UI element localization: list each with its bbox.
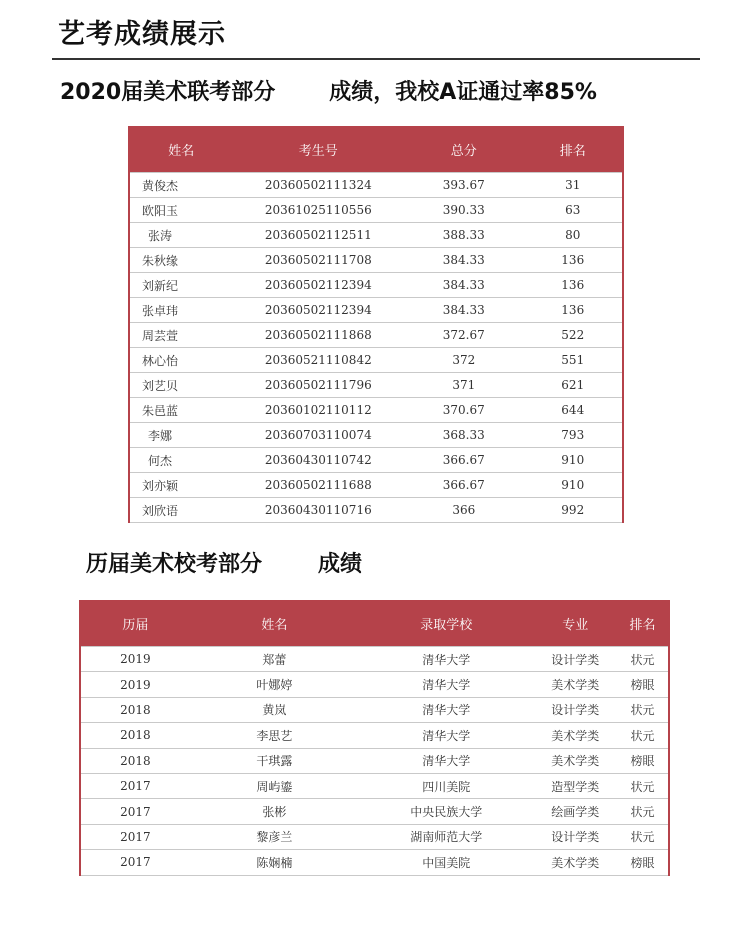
student-name: 黎彦兰 [190,824,359,849]
student-name: 周屿鎏 [190,773,359,798]
major: 设计学类 [533,647,617,672]
exam-id: 20361025110556 [233,198,405,223]
table-row [80,723,669,748]
total-score: 388.33 [404,223,523,248]
table-row [80,748,669,773]
section1-title [60,75,597,106]
admitted-school: 清华大学 [359,748,533,773]
student-name: 陈娴楠 [190,850,359,875]
section1-title-part1: 2020届美术联考部分 [60,80,276,105]
admitted-school: 清华大学 [359,723,533,748]
major: 美术学类 [533,723,617,748]
student-name: 周芸萱 [129,323,233,348]
major: 美术学类 [533,748,617,773]
student-name: 李思艺 [190,723,359,748]
student-name: 张彬 [190,799,359,824]
student-name: 李娜 [129,423,233,448]
admitted-school: 湖南师范大学 [359,824,533,849]
rank: 63 [524,198,624,223]
total-score: 384.33 [404,273,523,298]
header-school: 录取学校 [359,600,533,647]
section2-title-part2: 成绩 [318,552,363,577]
total-score: 390.33 [404,198,523,223]
exam-id: 20360703110074 [233,423,405,448]
major: 设计学类 [533,824,617,849]
student-name: 张卓玮 [129,298,233,323]
student-name: 刘新纪 [129,273,233,298]
header-name: 姓名 [129,126,233,173]
section2-title-part1: 历届美术校考部分 [86,552,263,577]
table-row [80,799,669,824]
table-row [129,248,623,273]
student-name: 黄岚 [190,697,359,722]
total-score: 372.67 [404,323,523,348]
admitted-school: 清华大学 [359,647,533,672]
total-score: 371 [404,373,523,398]
total-score: 393.67 [404,173,523,198]
year: 2017 [80,850,190,875]
table-row [80,850,669,875]
table-row [129,348,623,373]
table-header-row [80,600,669,647]
rank: 状元 [617,697,669,722]
exam-id: 20360502111688 [233,473,405,498]
header-rank: 排名 [524,126,624,173]
student-name: 刘欣语 [129,498,233,523]
rank: 992 [524,498,624,523]
year: 2018 [80,697,190,722]
total-score: 384.33 [404,298,523,323]
rank: 644 [524,398,624,423]
table-row [80,773,669,798]
year: 2017 [80,799,190,824]
major: 美术学类 [533,672,617,697]
rank: 榜眼 [617,850,669,875]
exam-id: 20360502111324 [233,173,405,198]
total-score: 370.67 [404,398,523,423]
admitted-school: 四川美院 [359,773,533,798]
rank: 31 [524,173,624,198]
header-exam-id: 考生号 [233,126,405,173]
table-row [129,323,623,348]
rank: 80 [524,223,624,248]
section1-title-part2: 成绩，我校A证通过率85% [329,80,597,105]
exam-id: 20360102110112 [233,398,405,423]
rank: 621 [524,373,624,398]
table-row [129,223,623,248]
rank: 榜眼 [617,672,669,697]
total-score: 372 [404,348,523,373]
student-name: 朱秋缘 [129,248,233,273]
rank: 793 [524,423,624,448]
table-row [80,697,669,722]
table-row [129,423,623,448]
student-name: 郑蕾 [190,647,359,672]
exam-id: 20360430110716 [233,498,405,523]
header-year: 历届 [80,600,190,647]
rank: 状元 [617,799,669,824]
table-row [129,373,623,398]
rank: 910 [524,473,624,498]
table-row [129,198,623,223]
total-score: 384.33 [404,248,523,273]
exam-id: 20360430110742 [233,448,405,473]
header-rank: 排名 [617,600,669,647]
exam-scores-table [128,126,624,523]
rank: 榜眼 [617,748,669,773]
table-header-row [129,126,623,173]
rank: 状元 [617,773,669,798]
student-name: 朱邑蓝 [129,398,233,423]
rank: 状元 [617,824,669,849]
major: 绘画学类 [533,799,617,824]
header-major: 专业 [533,600,617,647]
rank: 910 [524,448,624,473]
student-name: 张涛 [129,223,233,248]
exam-id: 20360502112394 [233,273,405,298]
table-row [129,498,623,523]
exam-id: 20360502111708 [233,248,405,273]
rank: 状元 [617,723,669,748]
rank: 状元 [617,647,669,672]
table-row [129,398,623,423]
table-row [129,173,623,198]
table-row [129,298,623,323]
year: 2018 [80,723,190,748]
section2-title [86,547,362,578]
page-title: 艺考成绩展示 [58,19,226,50]
total-score: 366 [404,498,523,523]
student-name: 干琪露 [190,748,359,773]
total-score: 366.67 [404,473,523,498]
year: 2019 [80,647,190,672]
exam-id: 20360521110842 [233,348,405,373]
year: 2017 [80,773,190,798]
table-row [80,647,669,672]
student-name: 林心怡 [129,348,233,373]
student-name: 刘艺贝 [129,373,233,398]
rank: 136 [524,298,624,323]
year: 2018 [80,748,190,773]
student-name: 何杰 [129,448,233,473]
major: 美术学类 [533,850,617,875]
exam-id: 20360502112394 [233,298,405,323]
rank: 522 [524,323,624,348]
table-row [80,824,669,849]
admissions-table [79,600,670,876]
exam-id: 20360502111796 [233,373,405,398]
major: 设计学类 [533,697,617,722]
student-name: 黄俊杰 [129,173,233,198]
total-score: 366.67 [404,448,523,473]
table-row [129,473,623,498]
year: 2019 [80,672,190,697]
rank: 551 [524,348,624,373]
total-score: 368.33 [404,423,523,448]
rank: 136 [524,273,624,298]
admitted-school: 中央民族大学 [359,799,533,824]
student-name: 欧阳玉 [129,198,233,223]
exam-id: 20360502112511 [233,223,405,248]
header-name: 姓名 [190,600,359,647]
header-total-score: 总分 [404,126,523,173]
admitted-school: 清华大学 [359,697,533,722]
admitted-school: 清华大学 [359,672,533,697]
title-divider [52,58,700,60]
table-row [80,672,669,697]
year: 2017 [80,824,190,849]
rank: 136 [524,248,624,273]
table-row [129,273,623,298]
table-row [129,448,623,473]
exam-id: 20360502111868 [233,323,405,348]
major: 造型学类 [533,773,617,798]
admitted-school: 中国美院 [359,850,533,875]
student-name: 刘亦颖 [129,473,233,498]
student-name: 叶娜婷 [190,672,359,697]
